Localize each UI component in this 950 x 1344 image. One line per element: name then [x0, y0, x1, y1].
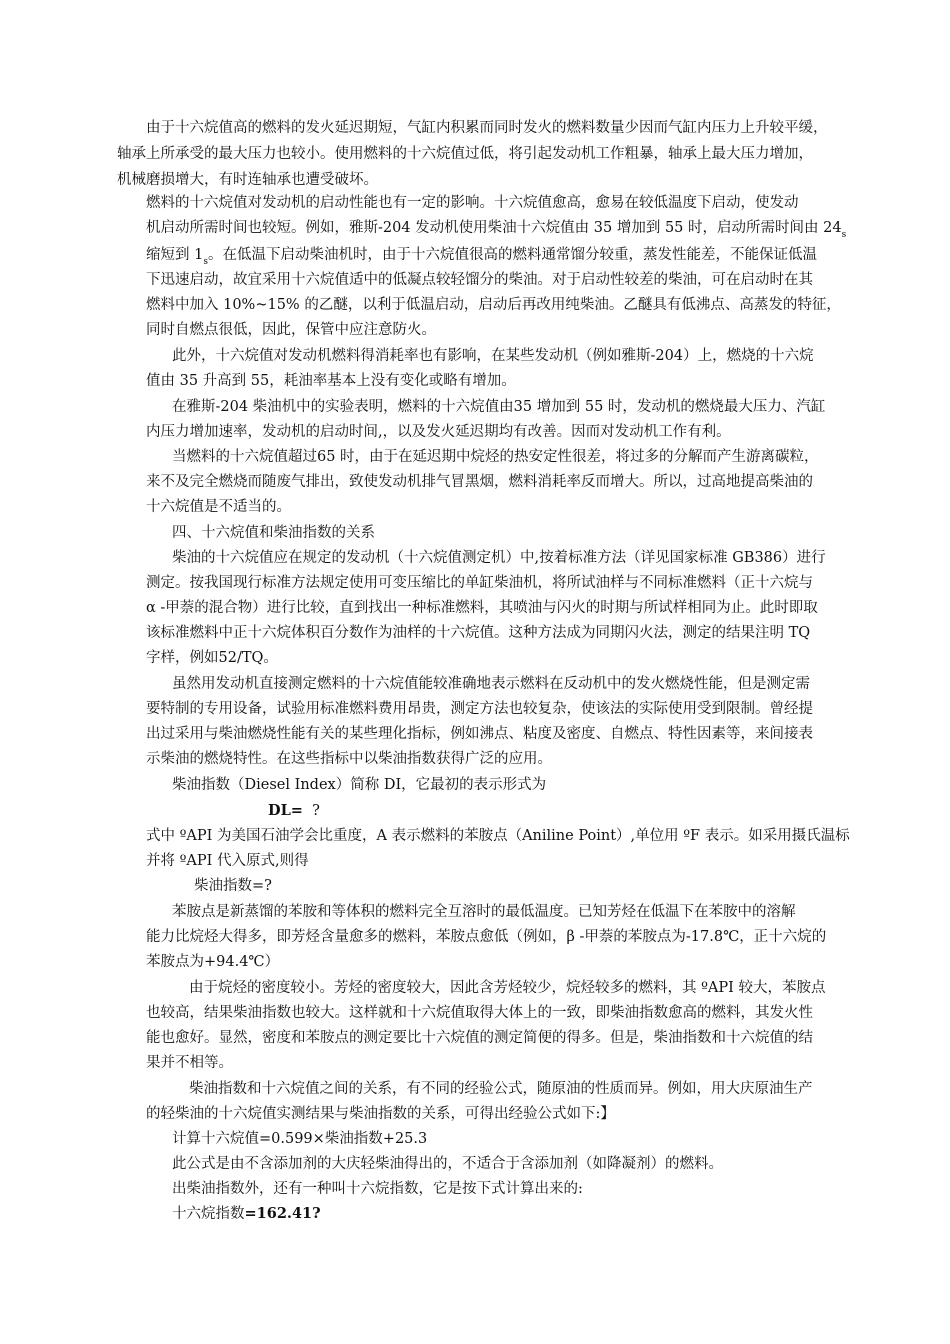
paragraph-line: 式中 ºAPI 为美国石油学会比重度，A 表示燃料的苯胺点（Aniline Point）,单位用 ºF 表示。如采用摄氏温标 [146, 828, 850, 844]
paragraph-line: 当燃料的十六烷值超过65 时，由于在延迟期中烷烃的热安定性很差，将过多的分解而产生游离碳粒， [172, 449, 819, 465]
paragraph-line: 下迅速启动，故宜采用十六烷值适中的低凝点较轻馏分的柴油。对于启动性较差的柴油，可在启动时在其 [146, 272, 813, 288]
paragraph-line: 此公式是由不含添加剂的大庆轻柴油得出的，不适合于含添加剂（如降凝剂）的燃料。 [172, 1156, 723, 1172]
paragraph-line: 来不及完全燃烧而随废气排出，致使发动机排气冒黑烟，燃料消耗率反而增大。所以，过高地提高柴油的 [146, 474, 813, 490]
paragraph-line: 值由 35 升高到 55，耗油率基本上没有变化或略有增加。 [146, 373, 516, 389]
paragraph-line: 并将 ºAPI 代入原式,则得 [146, 853, 309, 869]
formula-dl [268, 801, 320, 821]
paragraph-line: α -甲萘的混合物）进行比较，直到找出一种标准燃料，其喷油与闪火的时期与所试样相同为止。此时即取 [146, 600, 818, 616]
section-heading: 四、十六烷值和柴油指数的关系 [172, 525, 375, 541]
paragraph-line: 苯胺点是新蒸馏的苯胺和等体积的燃料完全互溶时的最低温度。已知芳烃在低温下在苯胺中的溶解 [172, 904, 796, 920]
paragraph-line: 出过采用与柴油燃烧性能有关的某些理化指标，例如沸点、粘度及密度、自燃点、特性因素等，来间接表 [146, 726, 813, 742]
paragraph-line: 在雅斯-204 柴油机中的实验表明，燃料的十六烷值由35 增加到 55 时，发动机的燃烧最大压力、汽缸 [172, 399, 826, 415]
formula-label: DL= [268, 802, 303, 819]
paragraph-line: 轴承上所承受的最大压力也较小。使用燃料的十六烷值过低，将引起发动机工作粗暴，轴承上最大压力增加， [117, 146, 813, 162]
formula-calc: 计算十六烷值=0.599×柴油指数+25.3 [172, 1131, 428, 1147]
paragraph-line: 机械磨损增大，有时连轴承也遭受破坏。 [117, 172, 378, 188]
paragraph-line: 由于烷烃的密度较小。芳烃的密度较大，因此含芳烃较少，烷烃较多的燃料，其 ºAPI 较大，苯胺点 [189, 980, 826, 996]
paragraph-line: 该标准燃料中正十六烷体积百分数作为油样的十六烷值。这种方法成为同期闪火法，测定的结果注明 TQ [146, 625, 811, 641]
subscript: s [203, 257, 208, 267]
paragraph-text: 机启动所需时间也较短。例如，雅斯-204 发动机使用柴油十六烷值由 35 增加到 55 时，启动所需时间由 24 [146, 220, 842, 236]
paragraph-line: 十六烷值是不适当的。 [146, 499, 291, 515]
paragraph-line: 能力比烷烃大得多，即芳烃含量愈多的燃料，苯胺点愈低（例如，β -甲萘的苯胺点为-17.8℃，正十六烷的 [146, 929, 827, 945]
paragraph-line: 测定。按我国现行标准方法规定使用可变压缩比的单缸柴油机，将所试油样与不同标准燃料（正十六烷与 [146, 575, 813, 591]
paragraph-line: 燃料中加入 10%~15% 的乙醚，以利于低温启动，启动后再改用纯柴油。乙醚具有低沸点、高蒸发的特征， [146, 297, 841, 313]
paragraph-line: 柴油指数和十六烷值之间的关系，有不同的经验公式，随原油的性质而异。例如，用大庆原油生产 [189, 1081, 813, 1097]
paragraph-line: 柴油的十六烷值应在规定的发动机（十六烷值测定机）中,按着标准方法（详见国家标准 GB386）进行 [172, 550, 826, 566]
paragraph-line: 虽然用发动机直接测定燃料的十六烷值能较准确地表示燃料在反动机中的发火燃烧性能，但是测定需 [172, 676, 810, 692]
paragraph-line: 同时自燃点很低，因此，保管中应注意防火。 [146, 322, 436, 338]
paragraph-line: 字样，例如52/TQ。 [146, 650, 278, 666]
paragraph-line: 果并不相等。 [146, 1055, 233, 1071]
formula-value: =162.41? [244, 1205, 321, 1222]
paragraph-line: 能也愈好。显然，密度和苯胺点的测定要比十六烷值的测定简便的得多。但是，柴油指数和十六烷值的结 [146, 1030, 813, 1046]
paragraph-line: 柴油指数（Diesel Index）简称 DI，它最初的表示形式为 [172, 777, 547, 793]
paragraph-line: 要特制的专用设备，试验用标准燃料费用昂贵，测定方法也较复杂，使该法的实际使用受到限制。曾经提 [146, 701, 813, 717]
formula-label: 十六烷指数 [172, 1206, 245, 1222]
paragraph-line: 出柴油指数外，还有一种叫十六烷指数，它是按下式计算出来的: [172, 1181, 583, 1197]
paragraph-line [146, 218, 846, 238]
paragraph-line: 由于十六烷值高的燃料的发火延迟期短，气缸内积累而同时发火的燃料数量少因而气缸内压力上升较平缓， [146, 120, 828, 136]
paragraph-line: 也较高，结果柴油指数也较大。这样就和十六烷值取得大体上的一致，即柴油指数愈高的燃料，其发火性 [146, 1005, 813, 1021]
paragraph-line: 示柴油的燃烧特性。在这些指标中以柴油指数获得广泛的应用。 [146, 751, 552, 767]
paragraph-line: 苯胺点为+94.4℃） [146, 954, 280, 970]
formula-diesel-index: 柴油指数=? [194, 878, 272, 894]
formula-value: ? [312, 803, 320, 819]
paragraph-line: 燃料的十六烷值对发动机的启动性能也有一定的影响。十六烷值愈高，愈易在较低温度下启动，使发动 [146, 195, 799, 211]
formula-cetane-index [172, 1204, 321, 1224]
paragraph-line [146, 245, 817, 265]
paragraph-line: 内压力增加速率，发动机的启动时间,，以及发火延迟期均有改善。因而对发动机工作有利。 [146, 424, 731, 440]
paragraph-text: 缩短到 1 [146, 247, 204, 263]
paragraph-line: 此外，十六烷值对发动机燃料得消耗率也有影响，在某些发动机（例如雅斯-204）上，燃烧的十六烷 [172, 348, 814, 364]
paragraph-line: 的轻柴油的十六烷值实测结果与柴油指数的关系，可得出经验公式如下:】 [146, 1106, 615, 1122]
subscript: s [841, 230, 847, 240]
paragraph-text: 。在低温下启动柴油机时，由于十六烷值很高的燃料通常馏分较重，蒸发性能差，不能保证低温 [207, 247, 817, 263]
